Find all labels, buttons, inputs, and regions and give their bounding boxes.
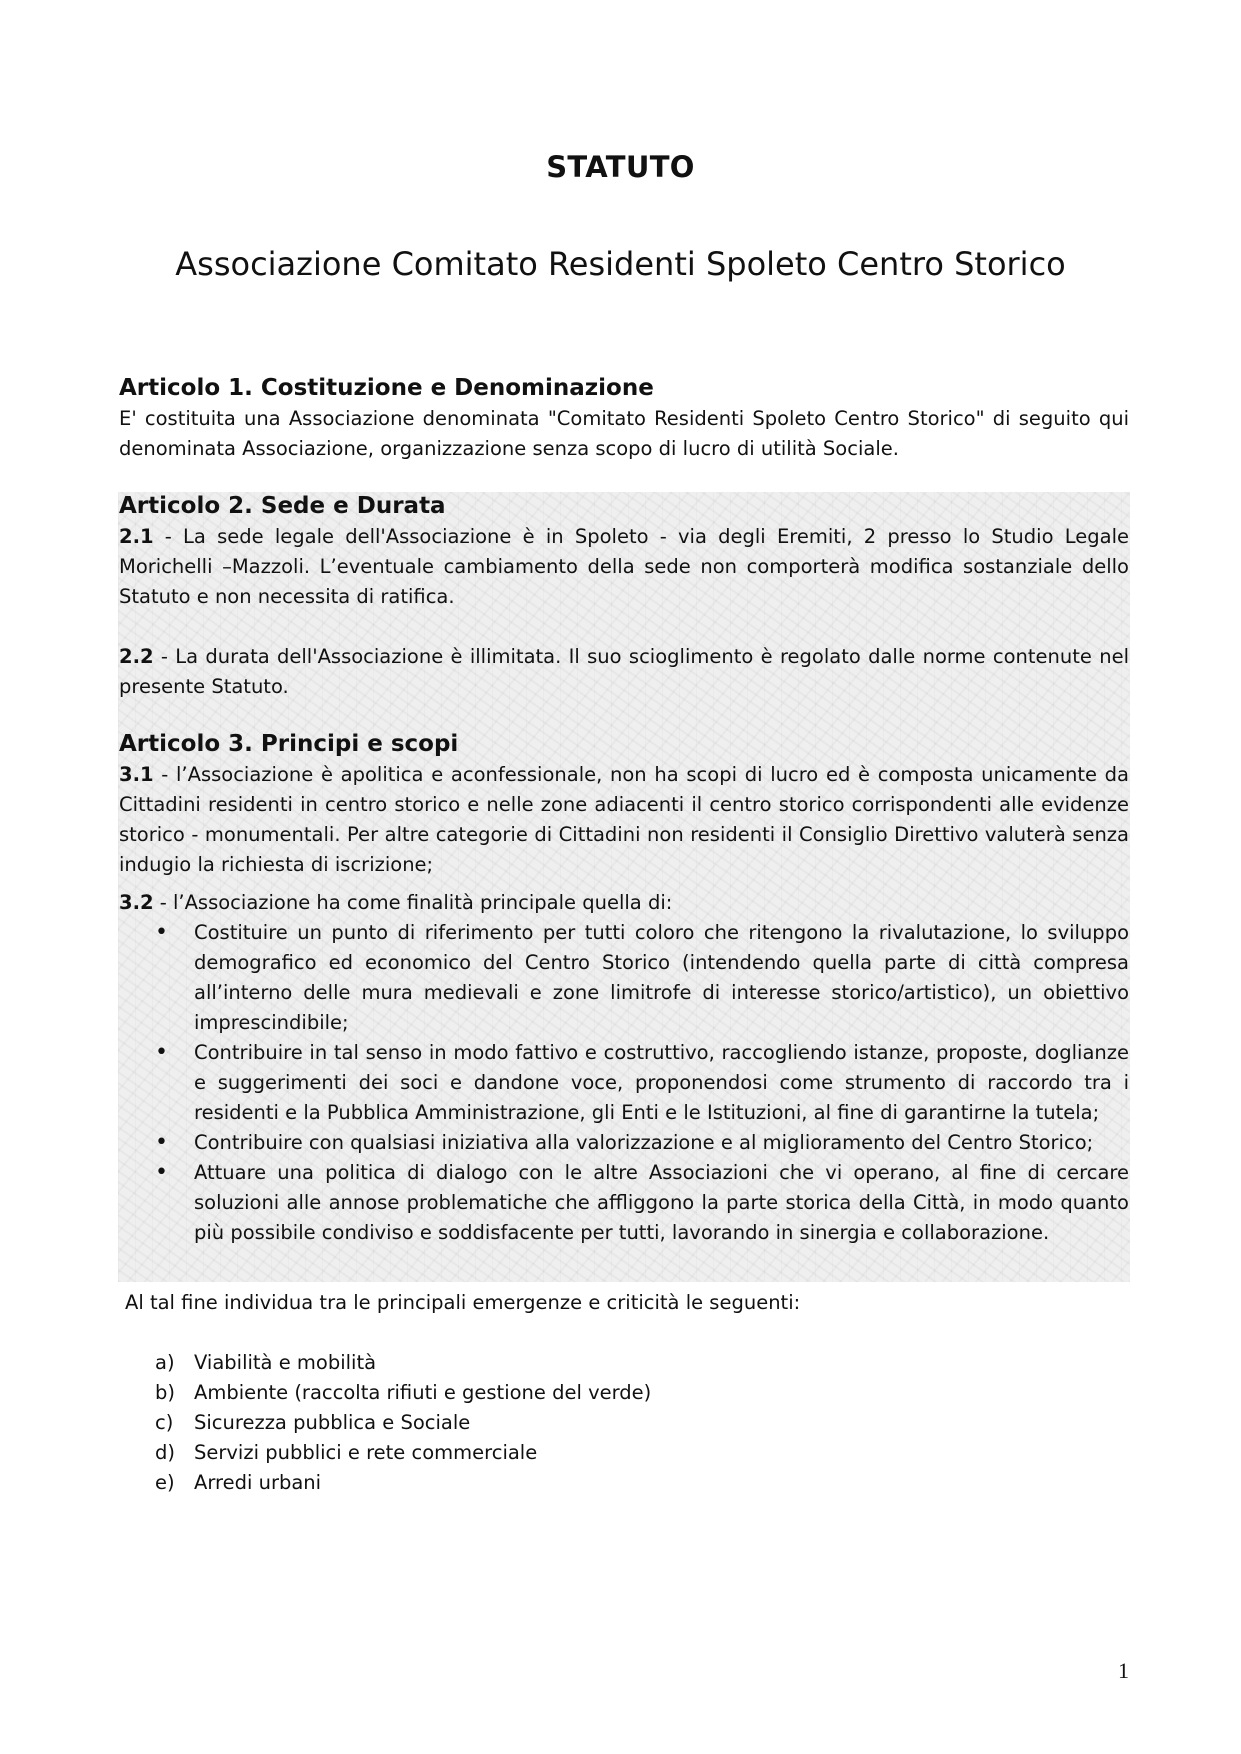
list-intro: Al tal fine individua tra le principali emergenze e criticità le seguenti: — [125, 1291, 801, 1314]
list-marker: e) — [155, 1471, 175, 1494]
article-1 — [119, 372, 1129, 464]
article-heading: Articolo 2. Sede e Durata — [119, 493, 446, 519]
list-item-text: Sicurezza pubblica e Sociale — [194, 1411, 471, 1434]
list-item-text: Costituire un punto di riferimento per tutti coloro che ritengono la rivalutazione, lo sviluppo demografico ed economico del Centro Storico (intendendo quella parte di città compresa all’interno delle mura medievali e zone limitrofe di interesse storico/artistico), un obiettivo imprescindibile; — [194, 921, 1129, 1034]
document-body — [119, 372, 1129, 1498]
list-marker: b) — [155, 1381, 175, 1404]
article-paragraph — [119, 642, 1129, 702]
list-item — [119, 1438, 1129, 1468]
paragraph-number: 2.2 — [119, 645, 154, 668]
list-item — [119, 918, 1129, 1038]
emergencies-list — [119, 1348, 1129, 1498]
list-item — [119, 1408, 1129, 1438]
list-item-text: Contribuire in tal senso in modo fattivo e costruttivo, raccogliendo istanze, proposte, doglianze e suggerimenti dei soci e dandone voce, proponendosi come strumento di raccordo tra i residenti e la Pubblica Amministrazione, gli Enti e le Istituzioni, al fine di garantirne la tutela; — [194, 1041, 1129, 1124]
list-item — [119, 1378, 1129, 1408]
paragraph-number: 2.1 — [119, 525, 154, 548]
article-heading: Articolo 3. Principi e scopi — [119, 731, 459, 757]
list-item-text: Servizi pubblici e rete commerciale — [194, 1441, 538, 1464]
paragraph-text: - La durata dell'Associazione è illimitata. Il suo scioglimento è regolato dalle norme contenute nel presente Statuto. — [119, 645, 1129, 698]
paragraph-text: - l’Associazione è apolitica e aconfessionale, non ha scopi di lucro ed è composta unicamente da Cittadini residenti in centro storico e nelle zone adiacenti il centro storico corrispondenti alle evidenze storico - monumentali. Per altre categorie di Cittadini non residenti il Consiglio Direttivo valuterà senza indugio la richiesta di iscrizione; — [119, 763, 1129, 876]
article-2 — [119, 490, 1129, 702]
list-item-text: Viabilità e mobilità — [194, 1351, 377, 1374]
list-item — [119, 1158, 1129, 1248]
list-item — [119, 1038, 1129, 1128]
article-paragraph — [119, 522, 1129, 612]
goals-bullet-list — [119, 918, 1129, 1248]
document-subtitle: Associazione Comitato Residenti Spoleto Centro Storico — [175, 245, 1066, 283]
article-3 — [119, 728, 1129, 1498]
list-item — [119, 1348, 1129, 1378]
bullet-icon: • — [155, 1130, 168, 1155]
page-number: 1 — [1118, 1658, 1129, 1683]
paragraph-number: 3.1 — [119, 763, 154, 786]
list-marker: a) — [155, 1351, 175, 1374]
article-heading: Articolo 1. Costituzione e Denominazione — [119, 375, 654, 401]
article-paragraph — [119, 760, 1129, 880]
list-item-text: Contribuire con qualsiasi iniziativa alla valorizzazione e al miglioramento del Centro Storico; — [194, 1131, 1094, 1154]
list-item — [119, 1128, 1129, 1158]
list-item-text: Ambiente (raccolta rifiuti e gestione del verde) — [194, 1381, 652, 1404]
list-marker: d) — [155, 1441, 175, 1464]
bullet-icon: • — [155, 1160, 168, 1185]
paragraph-text: - La sede legale dell'Associazione è in Spoleto - via degli Eremiti, 2 presso lo Studio Legale Morichelli –Mazzoli. L’eventuale cambiamento della sede non comporterà modifica sostanziale dello Statuto e non necessita di ratifica. — [119, 525, 1129, 608]
bullet-icon: • — [155, 1040, 168, 1065]
article-paragraph: E' costituita una Associazione denominata "Comitato Residenti Spoleto Centro Storico" di seguito qui denominata Associazione, organizzazione senza scopo di lucro di utilità Sociale. — [119, 407, 1129, 460]
list-marker: c) — [155, 1411, 174, 1434]
bullet-icon: • — [155, 920, 168, 945]
document-title: STATUTO — [546, 150, 695, 184]
paragraph-number: 3.2 — [119, 891, 154, 914]
list-item-text: Attuare una politica di dialogo con le altre Associazioni che vi operano, al fine di cercare soluzioni alle annose problematiche che affliggono la parte storica della Città, in modo quanto più possibile condiviso e soddisfacente per tutti, lavorando in sinergia e collaborazione. — [194, 1161, 1129, 1244]
paragraph-text: - l’Associazione ha come finalità principale quella di: — [153, 891, 673, 914]
article-paragraph — [119, 888, 1129, 918]
list-item — [119, 1468, 1129, 1498]
list-item-text: Arredi urbani — [194, 1471, 322, 1494]
